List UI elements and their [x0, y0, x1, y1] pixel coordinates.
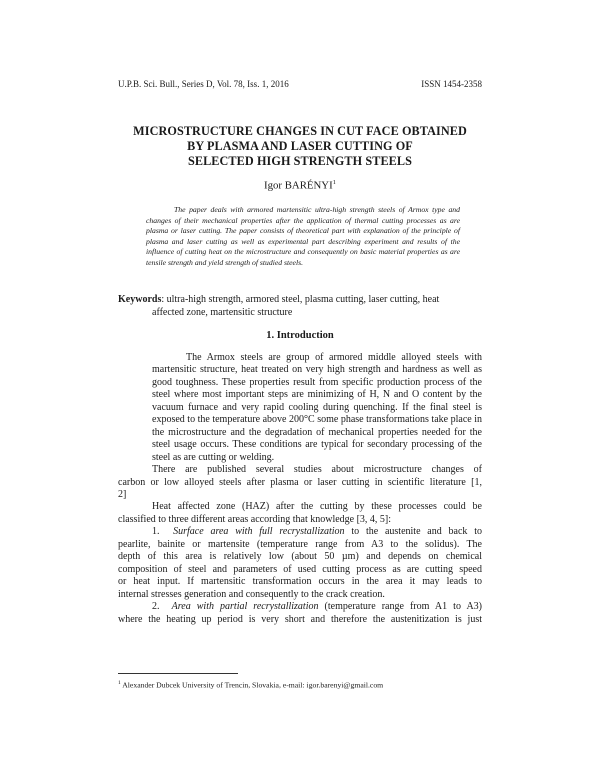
list-term: Area with partial recrystallization — [171, 601, 319, 613]
text-line — [118, 601, 482, 613]
text-line: internal stresses generation and consequently to the crack creation. — [118, 588, 385, 600]
text-line: steel where most important steps are minimizing of H, N and O content by the — [152, 389, 482, 401]
text-line: good toughness. These properties result from specific production process of the — [152, 376, 482, 388]
keywords-list: : ultra-high strength, armored steel, plasma cutting, laser cutting, heat — [161, 294, 440, 305]
body-text — [118, 352, 482, 626]
author-name: Igor BARÉNYI — [264, 179, 333, 192]
text-line — [118, 526, 482, 538]
abstract — [146, 205, 460, 269]
author-line — [100, 179, 500, 192]
text-line: Heat affected zone (HAZ) after the cutting by these processes could be — [152, 501, 482, 513]
running-header — [118, 79, 482, 93]
text-line: pearlite, bainite or martensite (temperature range from A3 to the solidus). The — [118, 538, 482, 550]
abstract-text: The paper deals with armored martensitic ultra-high strength steels of Armox type and changes of their mechanical properties after the application of thermal cutting processes as are plasma or laser cutting. The paper consists of theoretical part with explanation of the principle of plasma and laser cutting as well as experimental part describing experiment and results of the influence of cutting heat on the microstructure and consequently on basic material properties as are tensile strength and yield strength of studied steels. — [146, 205, 460, 267]
title-line: SELECTED HIGH STRENGTH STEELS — [187, 154, 413, 168]
list-item — [118, 526, 482, 601]
title-line: MICROSTRUCTURE CHANGES IN CUT FACE OBTAINED — [133, 124, 467, 138]
text-line: steel usage occurs. These conditions are typical for secondary processing of the — [152, 439, 482, 451]
text-line: depth of this area is relatively low (about 50 µm) and depends on chemical — [118, 551, 482, 563]
footnote-divider — [118, 673, 238, 674]
footnote-text: Alexander Dubcek University of Trencin, Slovakia, e-mail: igor.barenyi@gmail.com — [120, 680, 384, 690]
list-text: to the austenite and back to — [344, 526, 482, 538]
text-line: steel as are cutting or welding. — [152, 451, 275, 463]
issn-label: ISSN 1454-2358 — [421, 79, 482, 89]
list-item — [118, 601, 482, 626]
text-line: exposed to the temperature above 200°C some phase transformations take place in — [152, 414, 482, 426]
text-line: where the heating up period is very short and therefore the austenitization is just — [118, 613, 482, 625]
list-number: 2. — [152, 601, 160, 613]
list-term: Surface area with full recrystallization — [173, 526, 345, 538]
footnote — [118, 680, 482, 690]
text-line: the microstructure and the degradation of mechanical properties needed for the — [152, 426, 482, 438]
list-number: 1. — [152, 526, 160, 538]
text-line: There are published several studies about microstructure changes of — [152, 464, 482, 476]
text-line: martensitic structure, heat treated on very high strength and hardness as well as — [152, 364, 482, 376]
paragraph — [118, 501, 482, 526]
text-line: vacuum furnace and very rapid cooling during quenching. If the final steel is — [152, 401, 482, 413]
text-line: classified to three different areas according that knowledge [3, 4, 5]: — [118, 513, 392, 525]
text-line: composition of steel and parameters of used cutting process as are cutting speed — [118, 563, 482, 575]
author-footnote-mark: 1 — [332, 179, 336, 186]
journal-citation: U.P.B. Sci. Bull., Series D, Vol. 78, Iss. 1, 2016 — [118, 79, 289, 89]
title-line: BY PLASMA AND LASER CUTTING OF — [187, 139, 413, 153]
keywords-list-continued: affected zone, martensitic structure — [152, 307, 293, 318]
paper-title — [100, 124, 500, 169]
paragraph — [118, 464, 482, 501]
paragraph — [118, 352, 482, 464]
text-line: 2] — [118, 488, 127, 500]
text-line: The Armox steels are group of armored middle alloyed steels with — [186, 352, 482, 363]
keywords — [118, 293, 482, 319]
footnote-mark: 1 — [118, 680, 121, 686]
list-text: (temperature range from A1 to A3) — [318, 601, 483, 613]
section-heading: 1. Introduction — [266, 330, 334, 341]
text-line: or heat input. If martensitic transformation occurs in the area it may leads to — [118, 576, 482, 588]
keywords-label: Keywords — [118, 294, 162, 305]
text-line: carbon or low alloyed steels after plasma or laser cutting in scientific literature [1, — [118, 476, 482, 488]
